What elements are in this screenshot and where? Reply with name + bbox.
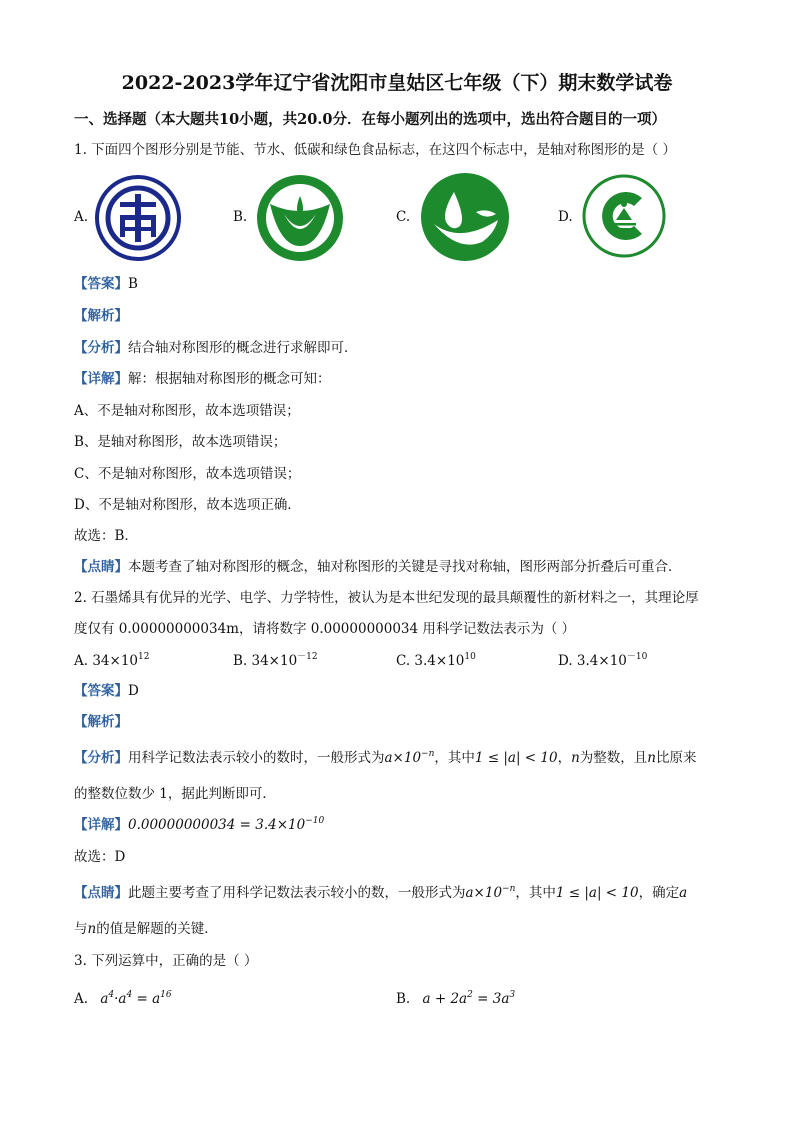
- q2-dianjing-n: n: [87, 921, 97, 937]
- q1-stem: 1. 下面四个图形分别是节能、节水、低碳和绿色食品标志，在这四个标志中，是轴对称图形的是（ ）: [74, 142, 676, 158]
- q2-option-d: [558, 653, 647, 669]
- q2-fenxi-range: 1 ≤ |a| < 10: [474, 750, 558, 766]
- q2-dianjing-line: [74, 885, 687, 901]
- q2-option-a-exp: 12: [138, 652, 150, 662]
- q2-dianjing-form: a×10: [465, 885, 503, 901]
- q2-fenxi-form: a×10: [384, 750, 422, 766]
- q2-option-b-exp: －12: [297, 652, 318, 662]
- q2-xiangjie: 0.00000000034 = 3.4×10: [128, 817, 306, 833]
- q1-xiangjie-line: [74, 371, 331, 387]
- q1-xiangjie: 解：根据轴对称图形的概念可知：: [128, 371, 331, 387]
- q3-stem: 3. 下列运算中，正确的是（ ）: [74, 953, 258, 969]
- q3-option-b: [396, 991, 515, 1007]
- q2-answer-line: [74, 683, 139, 699]
- q2-stem-line1: 2. 石墨烯具有优异的光学、电学、力学特性，被认为是本世纪发现的最具颠覆性的新材料之一，其理论厚: [74, 590, 699, 606]
- q2-dianjing-text-c: ，确定: [638, 885, 680, 901]
- xiangjie-tag: 【详解】: [74, 371, 128, 387]
- q2-dianjing-text-a: 此题主要考查了用科学记数法表示较小的数，一般形式为: [128, 885, 466, 901]
- q1-fenxi-line: [74, 340, 358, 356]
- dianjing-tag: 【点睛】: [74, 559, 128, 575]
- q2-option-d-text: D. 3.4×10: [558, 653, 627, 669]
- q2-answer: D: [128, 683, 139, 699]
- q2-fenxi-line2: 的整数位数少 1，据此判断即可．: [74, 786, 276, 802]
- q3-option-a: [74, 991, 172, 1007]
- q2-xiangjie-line: [74, 817, 324, 833]
- q2-option-c: [396, 653, 476, 669]
- q1-option-b-label: B.: [233, 209, 248, 225]
- q2-option-b-text: B. 34×10: [233, 653, 298, 669]
- q2-fenxi-n2: n: [647, 750, 656, 766]
- q3-option-a-label: A.: [74, 991, 89, 1007]
- fenxi-tag: 【分析】: [74, 340, 128, 356]
- q2-guxuan: 故选：D: [74, 849, 126, 865]
- q2-fenxi-form-exp: −n: [421, 749, 435, 759]
- q1-guxuan: 故选：B．: [74, 528, 138, 544]
- q2-dianjing-a: a: [679, 885, 688, 901]
- answer-tag: 【答案】: [74, 276, 128, 292]
- q1-option-c-label: C.: [396, 209, 411, 225]
- q1-option-d-label: D.: [558, 209, 573, 225]
- q2-option-a: [74, 653, 149, 669]
- q1-option-a-label: A.: [74, 209, 89, 225]
- q2-option-c-text: C. 3.4×10: [396, 653, 465, 669]
- q2-stem-line2: 度仅有 0.00000000034m，请将数字 0.00000000034 用科学记数法表示为（ ）: [74, 621, 576, 637]
- q2-option-d-exp: －10: [626, 652, 648, 662]
- q1-answer: B: [128, 276, 138, 292]
- q3-option-b-expr: $a + 2a^2 = 3a^3$: [422, 990, 516, 1007]
- answer-tag: 【答案】: [74, 683, 128, 699]
- q2-fenxi-n: n: [571, 750, 580, 766]
- dianjing-tag: 【点睛】: [74, 885, 128, 901]
- q1-fenxi: 结合轴对称图形的概念进行求解即可．: [128, 340, 358, 356]
- section-heading: 一、选择题（本大题共10小题，共20.0分．在每小题列出的选项中，选出符合题目的一项）: [74, 111, 666, 128]
- q1-jiexi-tag: 【解析】: [74, 308, 128, 324]
- q2-dianjing-line2-a: 与: [74, 921, 88, 937]
- q2-xiangjie-exp: −10: [305, 816, 325, 826]
- q2-jiexi-tag: 【解析】: [74, 714, 128, 730]
- q1-line-c: C、不是轴对称图形，故本选项错误；: [74, 466, 301, 482]
- q2-dianjing-form-exp: −n: [502, 884, 516, 894]
- q2-dianjing-line2: [74, 921, 218, 937]
- q1-line-d: D、不是轴对称图形，故本选项正确．: [74, 497, 301, 513]
- xiangjie-tag: 【详解】: [74, 817, 128, 833]
- fenxi-tag: 【分析】: [74, 750, 128, 766]
- q1-answer-line: [74, 276, 138, 292]
- q1-dianjing-line: [74, 559, 682, 575]
- q2-fenxi-text-c: ，: [557, 750, 572, 766]
- q2-dianjing-range: 1 ≤ |a| < 10: [555, 885, 639, 901]
- q2-option-c-exp: 10: [464, 652, 476, 662]
- q1-line-b: B、是轴对称图形，故本选项错误；: [74, 434, 287, 450]
- water-saving-logo-icon: [256, 174, 344, 262]
- page-title: 2022-2023学年辽宁省沈阳市皇姑区七年级（下）期末数学试卷: [121, 72, 673, 94]
- q2-option-b: [233, 653, 318, 669]
- q3-option-a-expr: $a^4\cdot a^4 = a^{16}$: [100, 990, 172, 1007]
- q3-option-b-label: B.: [396, 991, 411, 1007]
- q2-dianjing-text-b: ，其中: [515, 885, 556, 901]
- q2-fenxi-text-e: 比原来: [656, 750, 697, 766]
- low-carbon-logo-icon: [420, 172, 510, 262]
- q2-fenxi-text-b: ，其中: [434, 750, 475, 766]
- q1-line-a: A、不是轴对称图形，故本选项错误；: [74, 403, 300, 419]
- q1-dianjing: 本题考查了轴对称图形的概念，轴对称图形的关键是寻找对称轴，图形两部分折叠后可重合．: [128, 559, 682, 575]
- q2-fenxi-text-d: 为整数，且: [579, 750, 648, 766]
- q2-fenxi-text-a: 用科学记数法表示较小的数时，一般形式为: [128, 750, 385, 766]
- q2-dianjing-line2-b: 的值是解题的关键．: [96, 921, 218, 937]
- energy-saving-logo-icon: [94, 174, 182, 262]
- q2-option-a-text: A. 34×10: [74, 653, 138, 669]
- q2-fenxi-line: [74, 750, 697, 766]
- green-food-logo-icon: [582, 174, 666, 258]
